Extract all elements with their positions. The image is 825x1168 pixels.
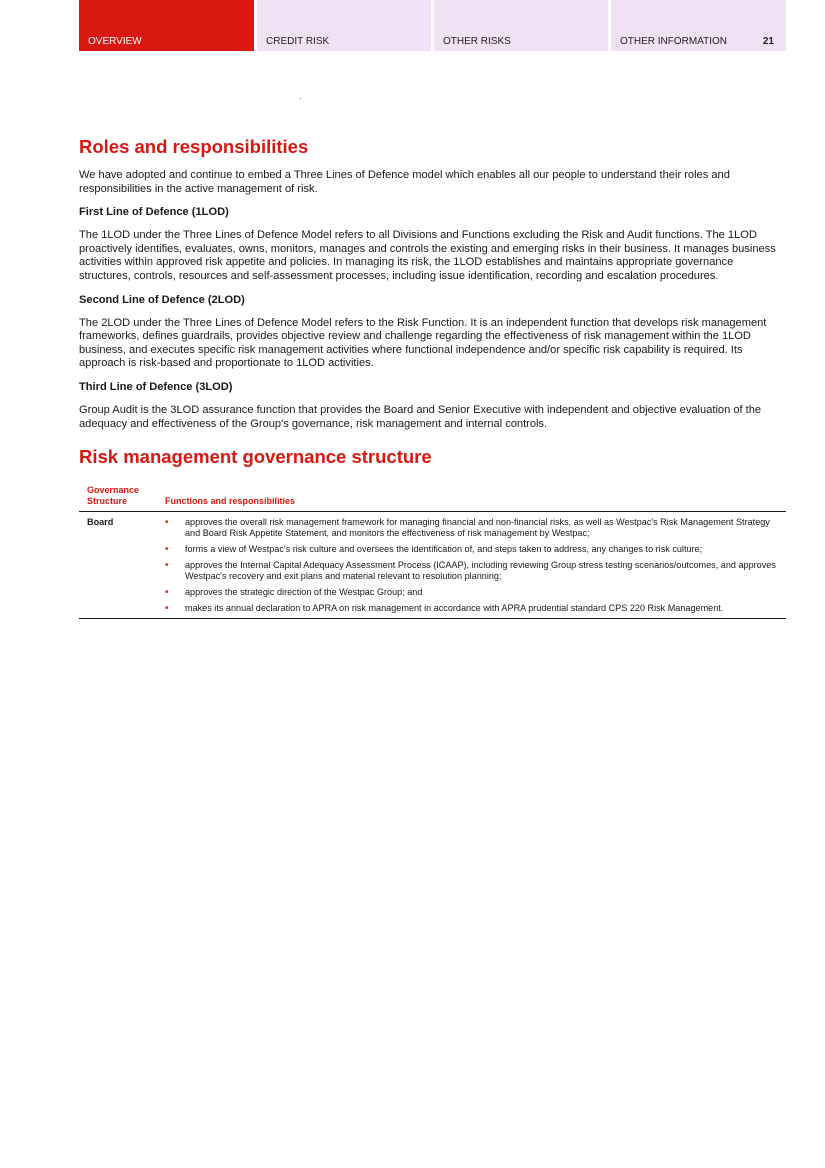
tab-overview[interactable] bbox=[79, 0, 254, 51]
bullet-icon: • bbox=[165, 603, 169, 615]
tab-other-information-label: OTHER INFORMATION bbox=[620, 36, 728, 47]
list-item bbox=[165, 587, 786, 598]
tab-credit-risk-label: CREDIT RISK bbox=[266, 36, 330, 47]
col-functions-header: Functions and responsibilities bbox=[157, 485, 786, 512]
governance-title: Risk management governance structure bbox=[79, 446, 432, 468]
governance-table bbox=[79, 485, 786, 619]
third-line-text: Group Audit is the 3LOD assurance function that provides the Board and Senior Executive with independent and objective evaluation of the adequacy and effectiveness of the Group's governance, risk management and internal controls. bbox=[79, 403, 762, 430]
bullet-icon: • bbox=[165, 517, 169, 529]
second-line-text: The 2LOD under the Three Lines of Defence Model refers to the Risk Function. It is an independent function that develops risk management frameworks, defines guardrails, provides objective review and challenge regarding the effectiveness of risk management within the 1LOD business, and executes specific risk management activities where functional independence and/or specific risk capability is required. Its approach is risk-based and proportionate to 1LOD activities. bbox=[79, 316, 767, 370]
list-item-text: forms a view of Westpac's risk culture and oversees the identification of, and steps taken to address, any changes to risk culture; bbox=[185, 544, 703, 555]
list-item bbox=[165, 517, 786, 539]
bullet-icon: • bbox=[165, 560, 169, 572]
main-content bbox=[79, 135, 786, 619]
roles-intro: We have adopted and continue to embed a Three Lines of Defence model which enables all our people to understand their roles and responsibilities in the active management of risk. bbox=[79, 169, 730, 195]
list-item bbox=[165, 603, 786, 614]
table-header-row bbox=[79, 485, 786, 512]
list-item bbox=[165, 560, 786, 582]
tab-other-information[interactable] bbox=[611, 0, 786, 51]
list-item-text: approves the strategic direction of the Westpac Group; and bbox=[185, 587, 423, 598]
tab-credit-risk[interactable] bbox=[257, 0, 431, 51]
stray-dot bbox=[300, 98, 301, 99]
table-row bbox=[79, 512, 786, 619]
bullet-icon: • bbox=[165, 544, 169, 556]
roles-title: Roles and responsibilities bbox=[79, 136, 309, 157]
tab-overview-label: OVERVIEW bbox=[88, 36, 142, 47]
first-line-heading: First Line of Defence (1LOD) bbox=[79, 206, 229, 219]
list-item-text: approves the overall risk management framework for managing financial and non-financial risks, as well as Westpac's Risk Management Strategy and Board Risk Appetite Statement, and monitors the effectiveness of risk management by Westpac; bbox=[185, 517, 770, 539]
list-item-text: makes its annual declaration to APRA on risk management in accordance with APRA prudential standard CPS 220 Risk Management. bbox=[185, 603, 724, 614]
tab-other-risks-label: OTHER RISKS bbox=[443, 36, 511, 47]
section-nav bbox=[79, 0, 786, 51]
second-line-heading: Second Line of Defence (2LOD) bbox=[79, 293, 245, 306]
col-governance-structure-header: Governance Structure bbox=[79, 485, 157, 512]
third-line-heading: Third Line of Defence (3LOD) bbox=[79, 380, 233, 393]
list-item-text: approves the Internal Capital Adequacy Assessment Process (ICAAP), including reviewing Group stress testing scenarios/outcomes, and approves Westpac's recovery and exit plans and material relevant to resolution planning; bbox=[185, 560, 776, 582]
first-line-text: The 1LOD under the Three Lines of Defence Model refers to all Divisions and Functions excluding the Risk and Audit functions. The 1LOD proactively identifies, evaluates, owns, monitors, manages and controls the existing and emerging risks in their business. It manages business activities within approved risk appetite and policies. In managing its risk, the 1LOD establishes and maintains appropriate governance structures, controls, resources and self-assessment processes, including issue identification, recording and escalation procedures. bbox=[79, 229, 776, 282]
board-responsibilities bbox=[157, 512, 786, 619]
list-item bbox=[165, 544, 786, 555]
responsibility-list bbox=[165, 517, 786, 614]
bullet-icon: • bbox=[165, 587, 169, 599]
row-label-board: Board bbox=[79, 512, 157, 619]
page-number: 21 bbox=[762, 36, 774, 47]
tab-other-risks[interactable] bbox=[434, 0, 608, 51]
